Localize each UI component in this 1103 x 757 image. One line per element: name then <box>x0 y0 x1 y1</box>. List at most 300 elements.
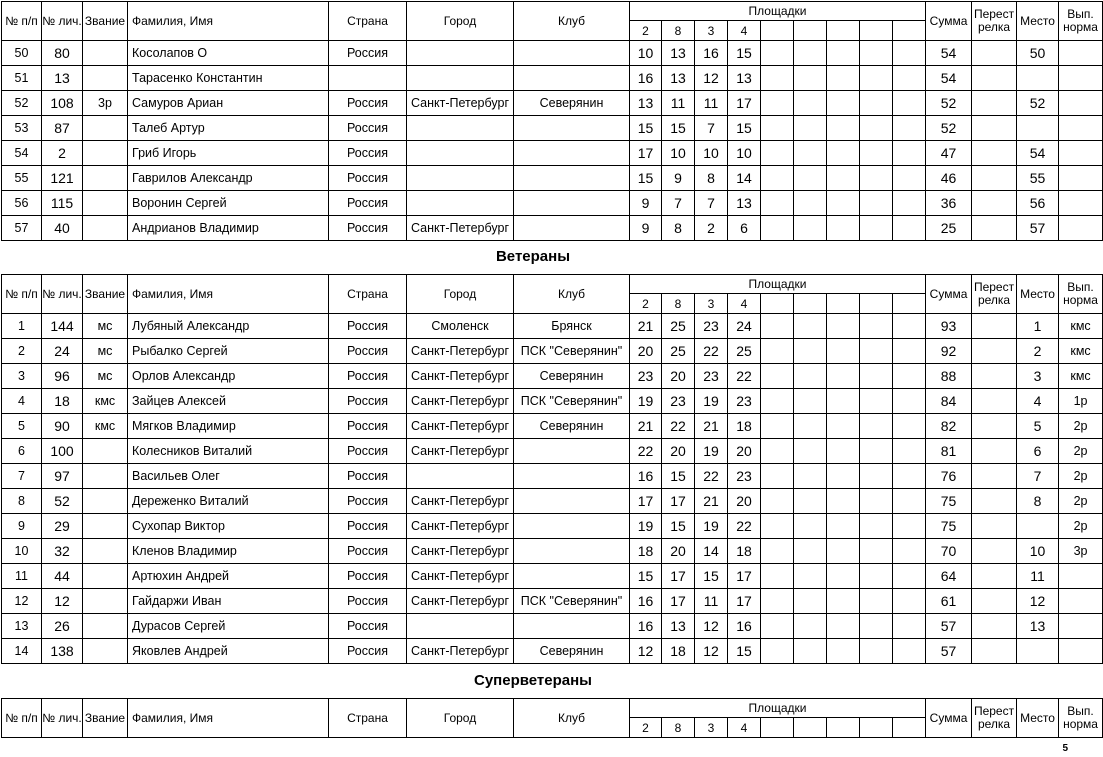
cell-score-empty <box>794 414 827 439</box>
cell-score: 23 <box>630 364 662 389</box>
cell-score: 7 <box>695 116 728 141</box>
cell-city: Санкт-Петербург <box>407 439 514 464</box>
cell-club <box>514 191 630 216</box>
cell-num-pp: 6 <box>2 439 42 464</box>
cell-city <box>407 116 514 141</box>
cell-rank: мс <box>83 314 128 339</box>
cell-score-empty <box>794 589 827 614</box>
cell-name: Талеб Артур <box>128 116 329 141</box>
cell-score: 13 <box>728 191 761 216</box>
cell-sum: 46 <box>926 166 972 191</box>
table-row <box>2 116 1103 141</box>
cell-num-lic: 52 <box>42 489 83 514</box>
cell-num-pp: 57 <box>2 216 42 241</box>
cell-num-pp: 12 <box>2 589 42 614</box>
cell-norm: 3р <box>1059 539 1103 564</box>
cell-norm <box>1059 116 1103 141</box>
cell-rank <box>83 564 128 589</box>
cell-name: Мягков Владимир <box>128 414 329 439</box>
cell-score-empty <box>761 589 794 614</box>
cell-score-empty <box>794 141 827 166</box>
cell-sum: 93 <box>926 314 972 339</box>
table-row <box>2 564 1103 589</box>
cell-sum: 57 <box>926 639 972 664</box>
cell-score: 16 <box>630 464 662 489</box>
cell-name: Лубяный Александр <box>128 314 329 339</box>
cell-score-empty <box>860 464 893 489</box>
header-court-num: 3 <box>695 21 728 41</box>
cell-name: Самуров Ариан <box>128 91 329 116</box>
cell-score-empty <box>761 66 794 91</box>
cell-score-empty <box>827 414 860 439</box>
cell-num-lic: 12 <box>42 589 83 614</box>
cell-num-pp: 11 <box>2 564 42 589</box>
cell-score: 19 <box>695 389 728 414</box>
cell-place: 7 <box>1017 464 1059 489</box>
cell-score: 22 <box>728 514 761 539</box>
cell-city: Санкт-Петербург <box>407 564 514 589</box>
cell-score: 16 <box>695 41 728 66</box>
cell-score-empty <box>827 364 860 389</box>
cell-country: Россия <box>329 539 407 564</box>
cell-city <box>407 66 514 91</box>
cell-num-lic: 100 <box>42 439 83 464</box>
cell-score: 13 <box>662 614 695 639</box>
cell-name: Воронин Сергей <box>128 191 329 216</box>
cell-country: Россия <box>329 216 407 241</box>
cell-sum: 82 <box>926 414 972 439</box>
header-court-num: 8 <box>662 294 695 314</box>
cell-score: 13 <box>662 66 695 91</box>
table-header <box>2 699 1103 738</box>
header-rank: Звание <box>83 2 128 41</box>
cell-score-empty <box>761 91 794 116</box>
cell-shootoff <box>972 564 1017 589</box>
cell-score-empty <box>761 539 794 564</box>
cell-shootoff <box>972 116 1017 141</box>
cell-score-empty <box>827 339 860 364</box>
cell-score-empty <box>761 339 794 364</box>
header-court-num: 2 <box>630 21 662 41</box>
cell-country: Россия <box>329 614 407 639</box>
cell-score-empty <box>893 564 926 589</box>
cell-norm: 2р <box>1059 464 1103 489</box>
cell-norm: 2р <box>1059 439 1103 464</box>
cell-num-pp: 3 <box>2 364 42 389</box>
cell-name: Зайцев Алексей <box>128 389 329 414</box>
cell-name: Рыбалко Сергей <box>128 339 329 364</box>
cell-score-empty <box>794 389 827 414</box>
cell-rank: кмс <box>83 389 128 414</box>
cell-score-empty <box>827 489 860 514</box>
cell-score: 18 <box>728 414 761 439</box>
cell-score-empty <box>761 166 794 191</box>
cell-score-empty <box>860 116 893 141</box>
cell-shootoff <box>972 539 1017 564</box>
cell-score-empty <box>761 489 794 514</box>
header-courts: Площадки <box>630 2 926 21</box>
cell-country: Россия <box>329 339 407 364</box>
header-num-lic <box>42 275 83 314</box>
cell-score-empty <box>794 91 827 116</box>
cell-country: Россия <box>329 191 407 216</box>
cell-club <box>514 166 630 191</box>
cell-norm <box>1059 141 1103 166</box>
cell-club <box>514 216 630 241</box>
header-num-lic-text: № лич. <box>42 286 82 301</box>
cell-num-lic: 96 <box>42 364 83 389</box>
header-sum: Сумма <box>926 699 972 738</box>
cell-score: 20 <box>662 364 695 389</box>
cell-num-lic: 44 <box>42 564 83 589</box>
cell-city: Санкт-Петербург <box>407 514 514 539</box>
header-court-num <box>794 294 827 314</box>
cell-country: Россия <box>329 414 407 439</box>
cell-name: Гаврилов Александр <box>128 166 329 191</box>
cell-shootoff <box>972 514 1017 539</box>
cell-country: Россия <box>329 141 407 166</box>
cell-country: Россия <box>329 116 407 141</box>
cell-shootoff <box>972 589 1017 614</box>
cell-norm <box>1059 91 1103 116</box>
cell-city <box>407 464 514 489</box>
cell-country: Россия <box>329 589 407 614</box>
header-place: Место <box>1017 2 1059 41</box>
header-rank: Звание <box>83 699 128 738</box>
cell-score-empty <box>893 216 926 241</box>
cell-club: ПСК "Северянин" <box>514 589 630 614</box>
cell-place: 10 <box>1017 539 1059 564</box>
header-court-num <box>827 718 860 738</box>
cell-sum: 36 <box>926 191 972 216</box>
cell-score-empty <box>794 464 827 489</box>
cell-score-empty <box>860 439 893 464</box>
cell-score-empty <box>794 314 827 339</box>
cell-shootoff <box>972 464 1017 489</box>
cell-num-lic: 97 <box>42 464 83 489</box>
cell-num-lic: 87 <box>42 116 83 141</box>
table-row <box>2 41 1103 66</box>
cell-score: 20 <box>662 439 695 464</box>
table-row <box>2 314 1103 339</box>
cell-norm <box>1059 191 1103 216</box>
cell-score: 12 <box>695 66 728 91</box>
cell-city: Санкт-Петербург <box>407 91 514 116</box>
cell-score: 12 <box>695 614 728 639</box>
cell-score-empty <box>761 564 794 589</box>
cell-name: Сухопар Виктор <box>128 514 329 539</box>
header-norm-text: Вып. норма <box>1063 704 1098 731</box>
cell-score: 14 <box>695 539 728 564</box>
cell-city: Санкт-Петербург <box>407 339 514 364</box>
cell-score-empty <box>827 41 860 66</box>
cell-score-empty <box>794 514 827 539</box>
cell-score-empty <box>761 439 794 464</box>
cell-city <box>407 141 514 166</box>
cell-score: 13 <box>630 91 662 116</box>
cell-score-empty <box>860 364 893 389</box>
cell-rank <box>83 439 128 464</box>
cell-club: Северянин <box>514 414 630 439</box>
cell-club: ПСК "Северянин" <box>514 339 630 364</box>
cell-score: 20 <box>728 489 761 514</box>
header-num-lic-text: № лич. <box>42 13 82 28</box>
cell-sum: 47 <box>926 141 972 166</box>
table-row <box>2 389 1103 414</box>
cell-score: 24 <box>728 314 761 339</box>
cell-rank <box>83 539 128 564</box>
cell-shootoff <box>972 339 1017 364</box>
cell-shootoff <box>972 439 1017 464</box>
cell-score-empty <box>860 639 893 664</box>
cell-club: Северянин <box>514 639 630 664</box>
header-norm-text: Вып. норма <box>1063 7 1098 34</box>
cell-sum: 54 <box>926 41 972 66</box>
cell-num-pp: 56 <box>2 191 42 216</box>
cell-sum: 57 <box>926 614 972 639</box>
cell-score: 21 <box>695 414 728 439</box>
cell-score-empty <box>893 116 926 141</box>
cell-score: 19 <box>630 389 662 414</box>
cell-place: 4 <box>1017 389 1059 414</box>
cell-score: 17 <box>728 91 761 116</box>
cell-score-empty <box>794 614 827 639</box>
cell-city: Санкт-Петербург <box>407 639 514 664</box>
cell-place: 6 <box>1017 439 1059 464</box>
cell-score: 17 <box>728 564 761 589</box>
cell-score-empty <box>827 166 860 191</box>
header-court-num <box>860 718 893 738</box>
cell-sum: 76 <box>926 464 972 489</box>
cell-score: 17 <box>662 564 695 589</box>
cell-rank <box>83 41 128 66</box>
cell-num-pp: 54 <box>2 141 42 166</box>
cell-num-pp: 1 <box>2 314 42 339</box>
table-body <box>2 41 1103 241</box>
cell-num-pp: 2 <box>2 339 42 364</box>
cell-name: Кленов Владимир <box>128 539 329 564</box>
cell-num-lic: 2 <box>42 141 83 166</box>
cell-score-empty <box>827 439 860 464</box>
cell-sum: 54 <box>926 66 972 91</box>
cell-score: 21 <box>695 489 728 514</box>
header-court-num: 2 <box>630 294 662 314</box>
cell-name: Дурасов Сергей <box>128 614 329 639</box>
header-shootoff-text: Перест релка <box>973 280 1015 307</box>
cell-score: 15 <box>662 514 695 539</box>
cell-score: 22 <box>662 414 695 439</box>
cell-rank <box>83 489 128 514</box>
header-court-num <box>893 718 926 738</box>
cell-score-empty <box>794 191 827 216</box>
header-norm-text: Вып. норма <box>1063 280 1098 307</box>
header-court-num: 4 <box>728 294 761 314</box>
cell-norm: 2р <box>1059 414 1103 439</box>
header-num-pp <box>2 275 42 314</box>
cell-score: 7 <box>695 191 728 216</box>
cell-shootoff <box>972 66 1017 91</box>
cell-sum: 88 <box>926 364 972 389</box>
cell-score-empty <box>827 141 860 166</box>
cell-num-lic: 29 <box>42 514 83 539</box>
cell-score-empty <box>794 364 827 389</box>
table-row <box>2 191 1103 216</box>
cell-score-empty <box>827 66 860 91</box>
cell-score: 15 <box>695 564 728 589</box>
cell-sum: 81 <box>926 439 972 464</box>
cell-shootoff <box>972 191 1017 216</box>
cell-score: 19 <box>695 439 728 464</box>
cell-rank: 3р <box>83 91 128 116</box>
header-court-num <box>827 294 860 314</box>
cell-city <box>407 191 514 216</box>
cell-score-empty <box>893 364 926 389</box>
header-court-num <box>761 21 794 41</box>
cell-score: 15 <box>728 41 761 66</box>
results-table-3 <box>1 698 1103 738</box>
header-club: Клуб <box>514 699 630 738</box>
table-row <box>2 91 1103 116</box>
cell-score: 14 <box>728 166 761 191</box>
cell-score: 18 <box>630 539 662 564</box>
header-court-num <box>794 21 827 41</box>
cell-rank <box>83 464 128 489</box>
cell-score-empty <box>794 564 827 589</box>
cell-score-empty <box>794 66 827 91</box>
cell-score: 18 <box>662 639 695 664</box>
cell-num-pp: 10 <box>2 539 42 564</box>
cell-score: 22 <box>630 439 662 464</box>
header-court-num <box>827 21 860 41</box>
table-row <box>2 364 1103 389</box>
cell-score-empty <box>827 314 860 339</box>
cell-norm: 2р <box>1059 514 1103 539</box>
cell-rank <box>83 166 128 191</box>
cell-score-empty <box>761 614 794 639</box>
cell-sum: 92 <box>926 339 972 364</box>
cell-score-empty <box>893 614 926 639</box>
cell-score-empty <box>893 414 926 439</box>
cell-city <box>407 166 514 191</box>
cell-score: 25 <box>662 314 695 339</box>
cell-score: 20 <box>662 539 695 564</box>
cell-score: 23 <box>662 389 695 414</box>
page-number: 5 <box>1062 743 1068 754</box>
cell-num-lic: 18 <box>42 389 83 414</box>
cell-city: Санкт-Петербург <box>407 414 514 439</box>
header-shootoff <box>972 275 1017 314</box>
cell-score: 18 <box>728 539 761 564</box>
header-norm <box>1059 699 1103 738</box>
cell-place: 2 <box>1017 339 1059 364</box>
cell-score: 17 <box>728 589 761 614</box>
header-country: Страна <box>329 699 407 738</box>
cell-name: Васильев Олег <box>128 464 329 489</box>
cell-score: 16 <box>630 66 662 91</box>
cell-score-empty <box>794 216 827 241</box>
cell-club: Брянск <box>514 314 630 339</box>
header-num-pp-text: № п/п <box>5 710 38 725</box>
cell-rank <box>83 589 128 614</box>
cell-score-empty <box>860 414 893 439</box>
cell-club <box>514 116 630 141</box>
cell-score-empty <box>827 191 860 216</box>
cell-club: ПСК "Северянин" <box>514 389 630 414</box>
header-num-lic <box>42 2 83 41</box>
header-courts: Площадки <box>630 275 926 294</box>
cell-score-empty <box>827 116 860 141</box>
cell-shootoff <box>972 489 1017 514</box>
header-city: Город <box>407 275 514 314</box>
cell-place <box>1017 639 1059 664</box>
cell-num-lic: 108 <box>42 91 83 116</box>
cell-score-empty <box>761 141 794 166</box>
header-row-1 <box>2 2 1103 21</box>
cell-score-empty <box>893 66 926 91</box>
cell-club: Северянин <box>514 91 630 116</box>
cell-score: 15 <box>662 464 695 489</box>
cell-shootoff <box>972 614 1017 639</box>
cell-place <box>1017 66 1059 91</box>
cell-shootoff <box>972 389 1017 414</box>
cell-place: 57 <box>1017 216 1059 241</box>
cell-score-empty <box>860 539 893 564</box>
cell-score-empty <box>761 191 794 216</box>
cell-rank <box>83 614 128 639</box>
cell-score: 16 <box>728 614 761 639</box>
cell-sum: 75 <box>926 514 972 539</box>
cell-score: 8 <box>662 216 695 241</box>
cell-score: 19 <box>695 514 728 539</box>
table-row <box>2 439 1103 464</box>
cell-score-empty <box>794 41 827 66</box>
cell-score-empty <box>794 116 827 141</box>
cell-name: Гриб Игорь <box>128 141 329 166</box>
cell-name: Андрианов Владимир <box>128 216 329 241</box>
cell-place: 11 <box>1017 564 1059 589</box>
cell-score-empty <box>860 216 893 241</box>
header-court-num <box>761 718 794 738</box>
cell-sum: 64 <box>926 564 972 589</box>
cell-score: 17 <box>630 141 662 166</box>
cell-name: Колесников Виталий <box>128 439 329 464</box>
cell-city <box>407 41 514 66</box>
header-row-1 <box>2 275 1103 294</box>
header-shootoff <box>972 2 1017 41</box>
cell-num-lic: 80 <box>42 41 83 66</box>
header-place: Место <box>1017 275 1059 314</box>
cell-place: 1 <box>1017 314 1059 339</box>
cell-score-empty <box>893 539 926 564</box>
header-country: Страна <box>329 275 407 314</box>
cell-norm <box>1059 564 1103 589</box>
header-court-num <box>893 294 926 314</box>
header-court-num: 8 <box>662 21 695 41</box>
cell-score-empty <box>761 464 794 489</box>
header-court-num: 4 <box>728 718 761 738</box>
cell-place: 52 <box>1017 91 1059 116</box>
cell-club <box>514 66 630 91</box>
cell-score: 17 <box>662 589 695 614</box>
cell-score-empty <box>893 514 926 539</box>
cell-score: 19 <box>630 514 662 539</box>
cell-shootoff <box>972 314 1017 339</box>
cell-country: Россия <box>329 166 407 191</box>
table-row <box>2 589 1103 614</box>
cell-club <box>514 464 630 489</box>
cell-score-empty <box>761 389 794 414</box>
cell-score-empty <box>893 639 926 664</box>
